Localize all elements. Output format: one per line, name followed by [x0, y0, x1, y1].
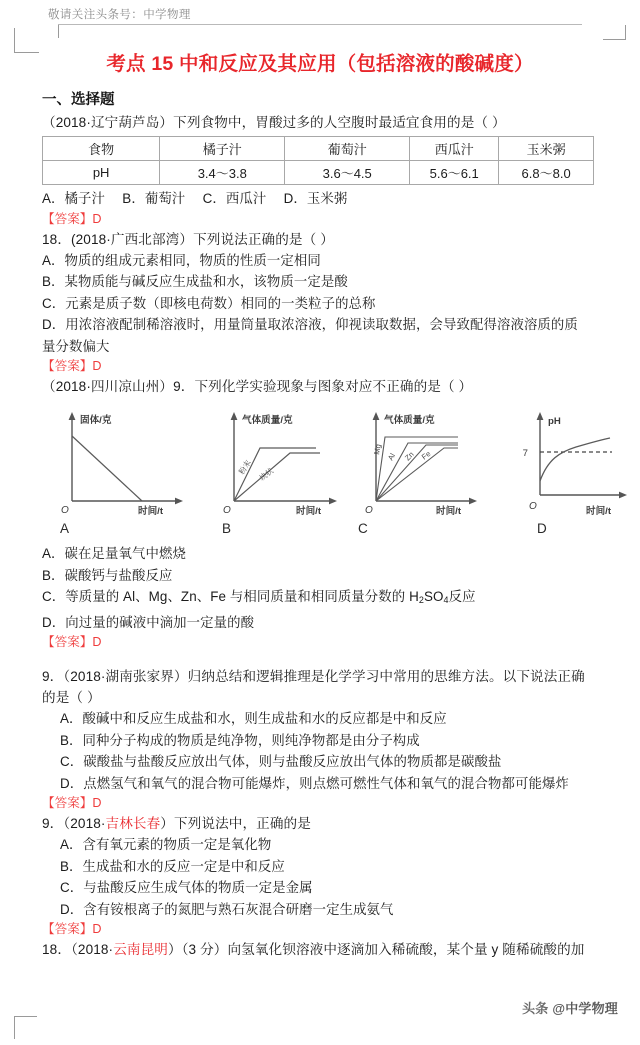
question-4-option-d: D．点燃氢气和氧气的混合物可能爆炸，则点燃可燃性气体和氧气的混合物都可能爆炸 [60, 775, 569, 791]
question-2-option-d-cont: 量分数偏大 [42, 338, 110, 354]
question-4-answer: 【答案】D [42, 796, 102, 810]
figure-c-label: C [358, 521, 368, 536]
question-2-option-b: B．某物质能与碱反应生成盐和水，该物质一定是酸 [42, 274, 348, 289]
question-3-option-b: B．碳酸钙与盐酸反应 [42, 567, 173, 583]
question-5-option-d: D．含有铵根离子的氮肥与熟石灰混合研磨一定生成氨气 [60, 901, 394, 917]
page-title: 考点 15 中和反应及其应用（包括溶液的酸碱度） [106, 53, 534, 75]
question-2-option-d: D．用浓溶液配制稀溶液时，用量筒量取浓溶液，仰视读取数据，会导致配得溶液溶质的质 [42, 317, 578, 332]
question-5-option-b: B．生成盐和水的反应一定是中和反应 [60, 858, 285, 874]
option-c-sub-4: 4 [443, 595, 449, 605]
figure-a-ylabel: 固体/克 [80, 415, 112, 426]
figure-b-ylabel: 气体质量/克 [242, 415, 293, 426]
question-5-source-region: 吉林长春 [105, 816, 161, 831]
document-body [42, 88, 612, 960]
figure-a-origin: O [61, 505, 69, 515]
ph-table [42, 136, 594, 185]
table-cell: 葡萄汁 [285, 137, 410, 161]
question-2-stem: 18．(2018·广西北部湾）下列说法正确的是（ ） [42, 231, 334, 247]
option-c-text-before: C．等质量的 Al、Mg、Zn、Fe 与相同质量和相同质量分数的 H [42, 589, 419, 604]
figure-d-gridline-value: 7 [522, 448, 528, 459]
option-c-sub-2: 2 [418, 595, 424, 605]
figure-a [50, 403, 200, 515]
figure-a-xlabel: 时间/t [138, 506, 164, 515]
question-5-stem-suffix: ）下列说法中，正确的是 [160, 816, 311, 831]
watermark-handle: @中学物理 [552, 1001, 618, 1016]
watermark [522, 998, 618, 1017]
figure-c [358, 403, 508, 515]
question-3-answer: 【答案】D [42, 635, 102, 649]
question-4-option-a: A．酸碱中和反应生成盐和水，则生成盐和水的反应都是中和反应 [60, 711, 447, 726]
table-cell: 食物 [43, 137, 160, 161]
question-1-answer: 【答案】D [42, 211, 102, 226]
question-4-option-c: C．碳酸盐与盐酸反应放出气体，则与盐酸反应放出气体的物质都是碳酸盐 [60, 754, 502, 769]
question-6-stem [42, 939, 602, 960]
question-2-answer: 【答案】D [42, 359, 102, 373]
figure-b [220, 403, 370, 515]
figure-c-xlabel: 时间/t [436, 506, 462, 515]
question-1-options: A．橘子汁 B．葡萄汁 C．西瓜汁 D．玉米粥 [42, 191, 348, 206]
question-4-stem-line-1: 9．（2018·湖南张家界）归纳总结和逻辑推理是化学学习中常用的思维方法。以下说法正确 [42, 669, 585, 684]
figure-b-xlabel: 时间/t [296, 506, 322, 515]
figure-c-series-4-label: Fe [419, 449, 433, 462]
question-1-stem: （2018·辽宁葫芦岛）下列食物中，胃酸过多的人空腹时最适宜食用的是（ ） [42, 115, 506, 130]
option-c-text-mid: SO [423, 589, 444, 604]
figure-b-series-2-label: 块状 [257, 466, 276, 483]
question-5-stem [42, 813, 602, 834]
figure-row [42, 403, 612, 521]
table-cell: 西瓜汁 [410, 137, 499, 161]
figure-d-label: D [537, 521, 547, 536]
figure-b-origin: O [223, 505, 231, 515]
figure-c-ylabel: 气体质量/克 [384, 415, 435, 426]
figure-c-origin: O [365, 505, 373, 515]
question-2-option-a: A．物质的组成元素相同，物质的性质一定相同 [42, 252, 321, 268]
question-6-source-region: 云南昆明 [113, 942, 168, 957]
option-c-text-after: 反应 [448, 589, 476, 604]
figure-labels [42, 521, 602, 543]
figure-b-series-1-label: 粉末 [237, 458, 253, 477]
table-row [43, 137, 594, 161]
figure-a-label: A [60, 521, 70, 536]
question-4-option-b: B．同种分子构成的物质是纯净物，则纯净物都是由分子构成 [60, 732, 420, 748]
table-row [43, 161, 594, 185]
question-5-answer: 【答案】D [42, 922, 102, 936]
question-5-option-c: C．与盐酸反应生成气体的物质一定是金属 [60, 880, 313, 895]
crop-mark-top-right [603, 25, 626, 40]
figure-b-label: B [222, 521, 232, 536]
section-heading: 一、选择题 [42, 92, 115, 108]
question-3-stem: （2018·四川凉山州）9．下列化学实验现象与图象对应不正确的是（ ） [42, 379, 473, 394]
figure-c-series-2-label: Al [385, 451, 398, 462]
question-6-stem-suffix: ）（3 分）向氢氧化钡溶液中逐滴加入稀硫酸，某个量 y 随稀硫酸的加 [167, 942, 585, 957]
figure-d [502, 403, 640, 515]
table-cell: 橘子汁 [160, 137, 285, 161]
table-cell: 5.6～6.1 [410, 161, 499, 185]
crop-mark-top-left-inner [58, 25, 59, 38]
question-3-option-c [42, 586, 602, 612]
table-cell: 玉米粥 [499, 137, 594, 161]
figure-d-xlabel: 时间/t [586, 506, 612, 515]
question-5-option-a: A．含有氧元素的物质一定是氧化物 [60, 837, 272, 852]
question-4-stem-line-2: 的是（ ） [42, 690, 101, 705]
header-rule [58, 24, 582, 25]
figure-d-ylabel: pH [548, 416, 561, 427]
question-5-stem-prefix: 9．（2018· [42, 816, 106, 831]
figure-d-origin: O [529, 501, 537, 512]
table-cell: pH [43, 161, 160, 185]
watermark-brand: 头条 [522, 1001, 549, 1016]
question-3-option-a: A．碳在足量氧气中燃烧 [42, 546, 186, 561]
crop-mark-bottom-left [14, 1016, 37, 1039]
figure-c-series-3-label: Zn [403, 449, 416, 463]
question-2-option-c: C．元素是质子数（即核电荷数）相同的一类粒子的总称 [42, 295, 376, 311]
table-cell: 3.4～3.8 [160, 161, 285, 185]
question-6-stem-prefix: 18．（2018· [42, 942, 114, 957]
running-header: 敬请关注头条号：中学物理 [48, 9, 191, 21]
table-cell: 3.6～4.5 [285, 161, 410, 185]
question-3-option-d: D．向过量的碱液中滴加一定量的酸 [42, 614, 255, 630]
table-cell: 6.8～8.0 [499, 161, 594, 185]
figure-c-series-1-label: Mg [372, 443, 383, 456]
